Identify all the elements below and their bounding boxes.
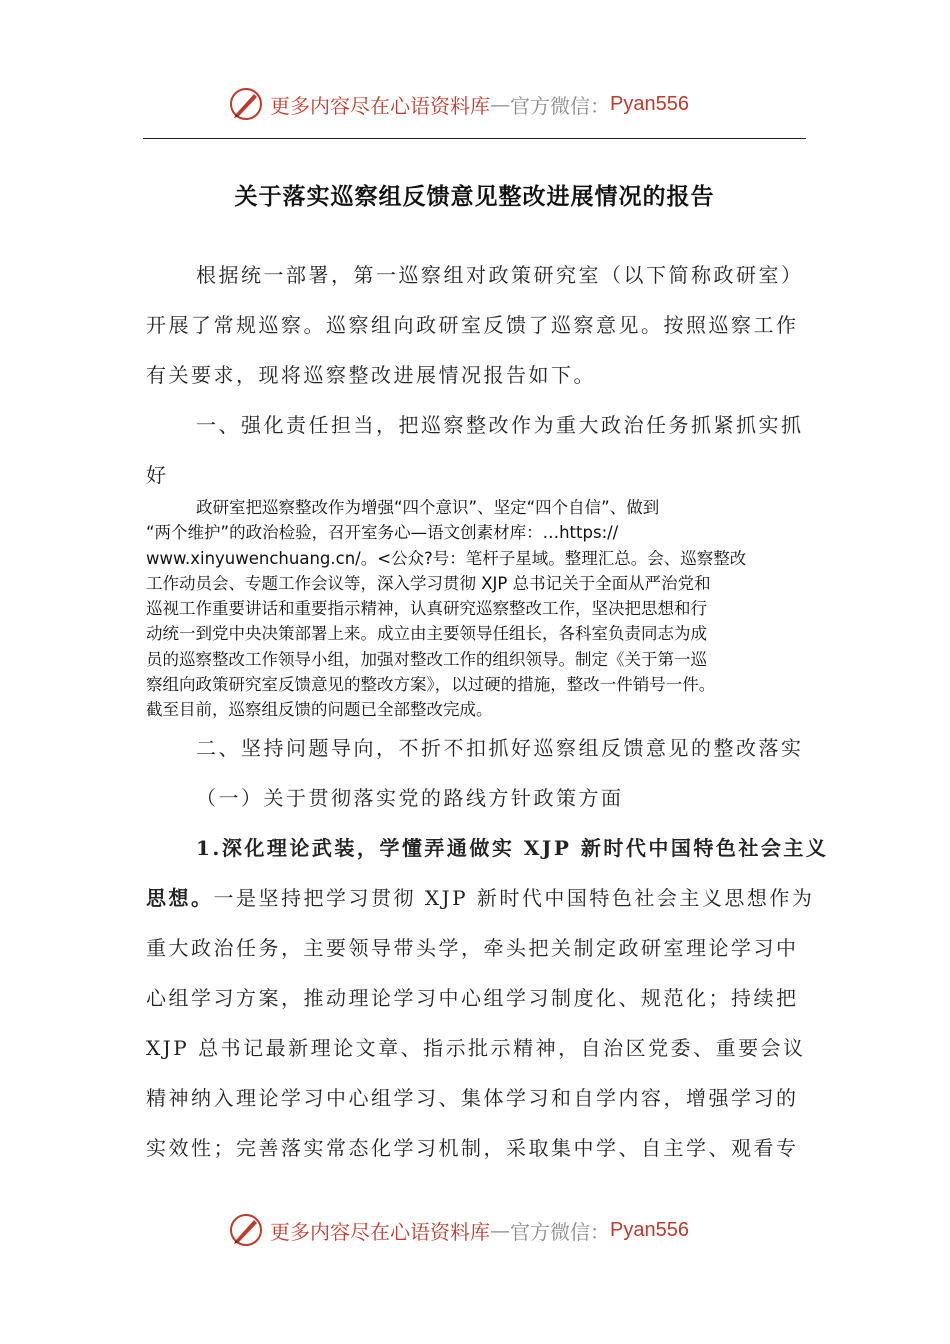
banner-dash: — [490, 92, 510, 116]
pen-logo-icon [228, 1212, 264, 1248]
item-line: 精神纳入理论学习中心组学习、集体学习和自学内容，增强学习的 [146, 1086, 799, 1110]
banner-handle: Pyan556 [610, 1218, 689, 1241]
item-line: 实效性；完善落实常态化学习机制，采取集中学、自主学、观看专 [146, 1136, 799, 1160]
item-heading [196, 832, 828, 861]
banner-text: 更多内容尽在心语资料库 [270, 93, 490, 118]
item-heading-bold-end: 思想。 [146, 886, 214, 910]
body-line: 巡视工作重要讲话和重要指示精神，认真研究巡察整改工作，坚决把思想和行 [146, 599, 707, 619]
pen-logo-icon [228, 86, 264, 122]
banner-dash: — [490, 1218, 510, 1242]
item-line: XJP 总书记最新理论文章、指示批示精神，自治区党委、重要会议 [146, 1036, 806, 1060]
body-line: “两个维护”的政治检验，召开室务心—语文创素材库：…https:// [146, 523, 619, 543]
body-line: 工作动员会、专题工作会议等，深入学习贯彻 XJP 总书记关于全面从严治党和 [146, 573, 711, 593]
body-line: 动统一到党中央决策部署上来。成立由主要领导任组长，各科室负责同志为成 [146, 624, 707, 644]
item-text: 一是坚持把学习贯彻 XJP 新时代中国特色社会主义思想作为 [213, 886, 815, 910]
item-line: 重大政治任务，主要领导带头学，牵头把关制定政研室理论学习中 [146, 936, 799, 960]
section-heading: 二、坚持问题导向，不折不扣抓好巡察组反馈意见的整改落实 [196, 736, 804, 760]
banner-text: 更多内容尽在心语资料库 [270, 1219, 490, 1244]
header-rule [143, 138, 806, 139]
banner-label: 官方微信： [510, 1219, 610, 1244]
item-line [146, 882, 814, 911]
body-line: www.xinyuwenchuang.cn/。<公众?号：笔杆子星域。整理汇总。会、巡察整改 [146, 548, 747, 568]
banner-label: 官方微信： [510, 93, 610, 118]
subsection-heading: （一）关于贯彻落实党的路线方针政策方面 [196, 786, 624, 810]
intro-line: 有关要求，现将巡察整改进展情况报告如下。 [146, 363, 596, 387]
body-line: 员的巡察整改工作领导小组，加强对整改工作的组织领导。制定《关于第一巡 [146, 649, 707, 669]
body-line: 察组向政策研究室反馈意见的整改方案》，以过硬的措施，整改一件销号一件。 [146, 675, 716, 695]
item-line: 心组学习方案，推动理论学习中心组学习制度化、规范化；持续把 [146, 986, 799, 1010]
banner-handle: Pyan556 [610, 92, 689, 115]
item-heading-bold: 1.深化理论武装，学懂弄通做实 XJP 新时代中国特色社会主义 [196, 836, 829, 860]
header-banner[interactable] [228, 84, 748, 124]
intro-line: 根据统一部署，第一巡察组对政策研究室（以下简称政研室） [196, 263, 804, 287]
body-line: 政研室把巡察整改作为增强“四个意识”、坚定“四个自信”、做到 [196, 498, 660, 517]
page-title: 关于落实巡察组反馈意见整改进展情况的报告 [234, 183, 715, 210]
body-line: 截至目前，巡察组反馈的问题已全部整改完成。 [146, 700, 493, 720]
intro-line: 开展了常规巡察。巡察组向政研室反馈了巡察意见。按照巡察工作 [146, 313, 799, 337]
section1-body [146, 495, 811, 723]
section-heading: 一、强化责任担当，把巡察整改作为重大政治任务抓紧抓实抓 [196, 413, 804, 437]
section-heading-cont: 好 [146, 463, 169, 487]
footer-banner[interactable] [228, 1210, 748, 1250]
